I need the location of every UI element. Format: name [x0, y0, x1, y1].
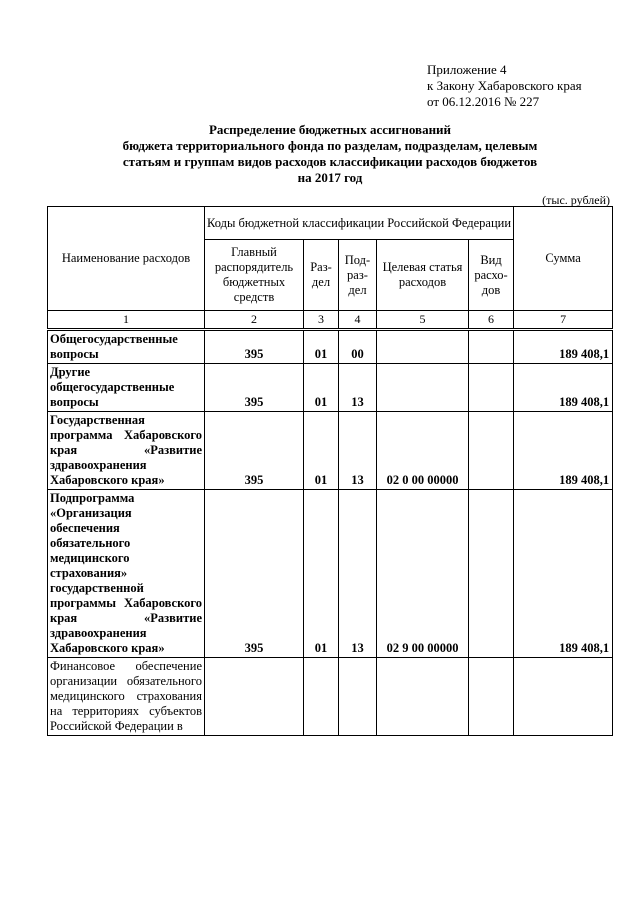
- row-subsection: [339, 658, 377, 736]
- row-subsection: 13: [339, 490, 377, 658]
- row-subsection: 13: [339, 364, 377, 412]
- document-title: [100, 122, 560, 186]
- header-target: Целевая статья расходов: [377, 240, 469, 311]
- col-number: 3: [304, 311, 339, 330]
- row-target: [377, 658, 469, 736]
- row-subsection: 00: [339, 330, 377, 364]
- table-row: [48, 490, 613, 658]
- row-manager: 395: [205, 364, 304, 412]
- header-type: Вид расхо-дов: [469, 240, 514, 311]
- row-name: Общегосударственные вопросы: [48, 330, 205, 364]
- row-manager: 395: [205, 330, 304, 364]
- row-type: [469, 364, 514, 412]
- row-target: [377, 364, 469, 412]
- row-manager: [205, 658, 304, 736]
- appendix-line-2: к Закону Хабаровского края: [427, 78, 582, 93]
- row-target: [377, 330, 469, 364]
- header-subsection: Под-раз-дел: [339, 240, 377, 311]
- title-line-3: статьям и группам видов расходов классификации расходов бюджетов: [122, 154, 538, 169]
- row-manager: 395: [205, 490, 304, 658]
- row-type: [469, 490, 514, 658]
- budget-table: [47, 206, 613, 736]
- header-section: Раз-дел: [304, 240, 339, 311]
- title-line-4: на 2017 год: [297, 170, 363, 185]
- row-name: Финансовое обеспечение организации обязательного медицинского страхования на территориях субъектов Российской Федерации в: [48, 658, 205, 736]
- row-name: Государственная программа Хабаровского края «Развитие здравоохранения Хабаровского края»: [48, 412, 205, 490]
- header-name: Наименование расходов: [48, 207, 205, 311]
- title-line-2: бюджета территориального фонда по разделам, подразделам, целевым: [122, 138, 538, 153]
- appendix-block: [427, 62, 582, 110]
- col-number: 2: [205, 311, 304, 330]
- table-row: [48, 658, 613, 736]
- header-manager: Главный распорядитель бюджетных средств: [205, 240, 304, 311]
- col-number: 5: [377, 311, 469, 330]
- table-row: [48, 330, 613, 364]
- table-row: [48, 364, 613, 412]
- col-number: 7: [514, 311, 613, 330]
- table-row: [48, 412, 613, 490]
- row-section: 01: [304, 412, 339, 490]
- row-subsection: 13: [339, 412, 377, 490]
- column-numbers-row: [48, 311, 613, 330]
- col-number: 6: [469, 311, 514, 330]
- row-target: 02 0 00 00000: [377, 412, 469, 490]
- row-amount: 189 408,1: [514, 412, 613, 490]
- units-label: (тыс. рублей): [542, 193, 610, 207]
- row-section: 01: [304, 364, 339, 412]
- title-line-1: Распределение бюджетных ассигнований: [208, 122, 452, 137]
- appendix-line-3: от 06.12.2016 № 227: [427, 94, 540, 109]
- row-amount: 189 408,1: [514, 364, 613, 412]
- header-codes: Коды бюджетной классификации Российской Федерации: [205, 207, 514, 240]
- row-name: Другие общегосударственные вопросы: [48, 364, 205, 412]
- row-type: [469, 330, 514, 364]
- row-amount: 189 408,1: [514, 330, 613, 364]
- row-type: [469, 658, 514, 736]
- row-amount: 189 408,1: [514, 490, 613, 658]
- row-name: Подпрограмма «Организация обеспечения обязательного медицинского страхования» государственной программы Хабаровского края «Развитие здравоохранения Хабаровского края»: [48, 490, 205, 658]
- appendix-line-1: Приложение 4: [427, 62, 507, 77]
- row-section: [304, 658, 339, 736]
- col-number: 4: [339, 311, 377, 330]
- row-section: 01: [304, 330, 339, 364]
- row-type: [469, 412, 514, 490]
- row-section: 01: [304, 490, 339, 658]
- col-number: 1: [48, 311, 205, 330]
- row-manager: 395: [205, 412, 304, 490]
- header-amount: Сумма: [514, 207, 613, 311]
- row-target: 02 9 00 00000: [377, 490, 469, 658]
- row-amount: [514, 658, 613, 736]
